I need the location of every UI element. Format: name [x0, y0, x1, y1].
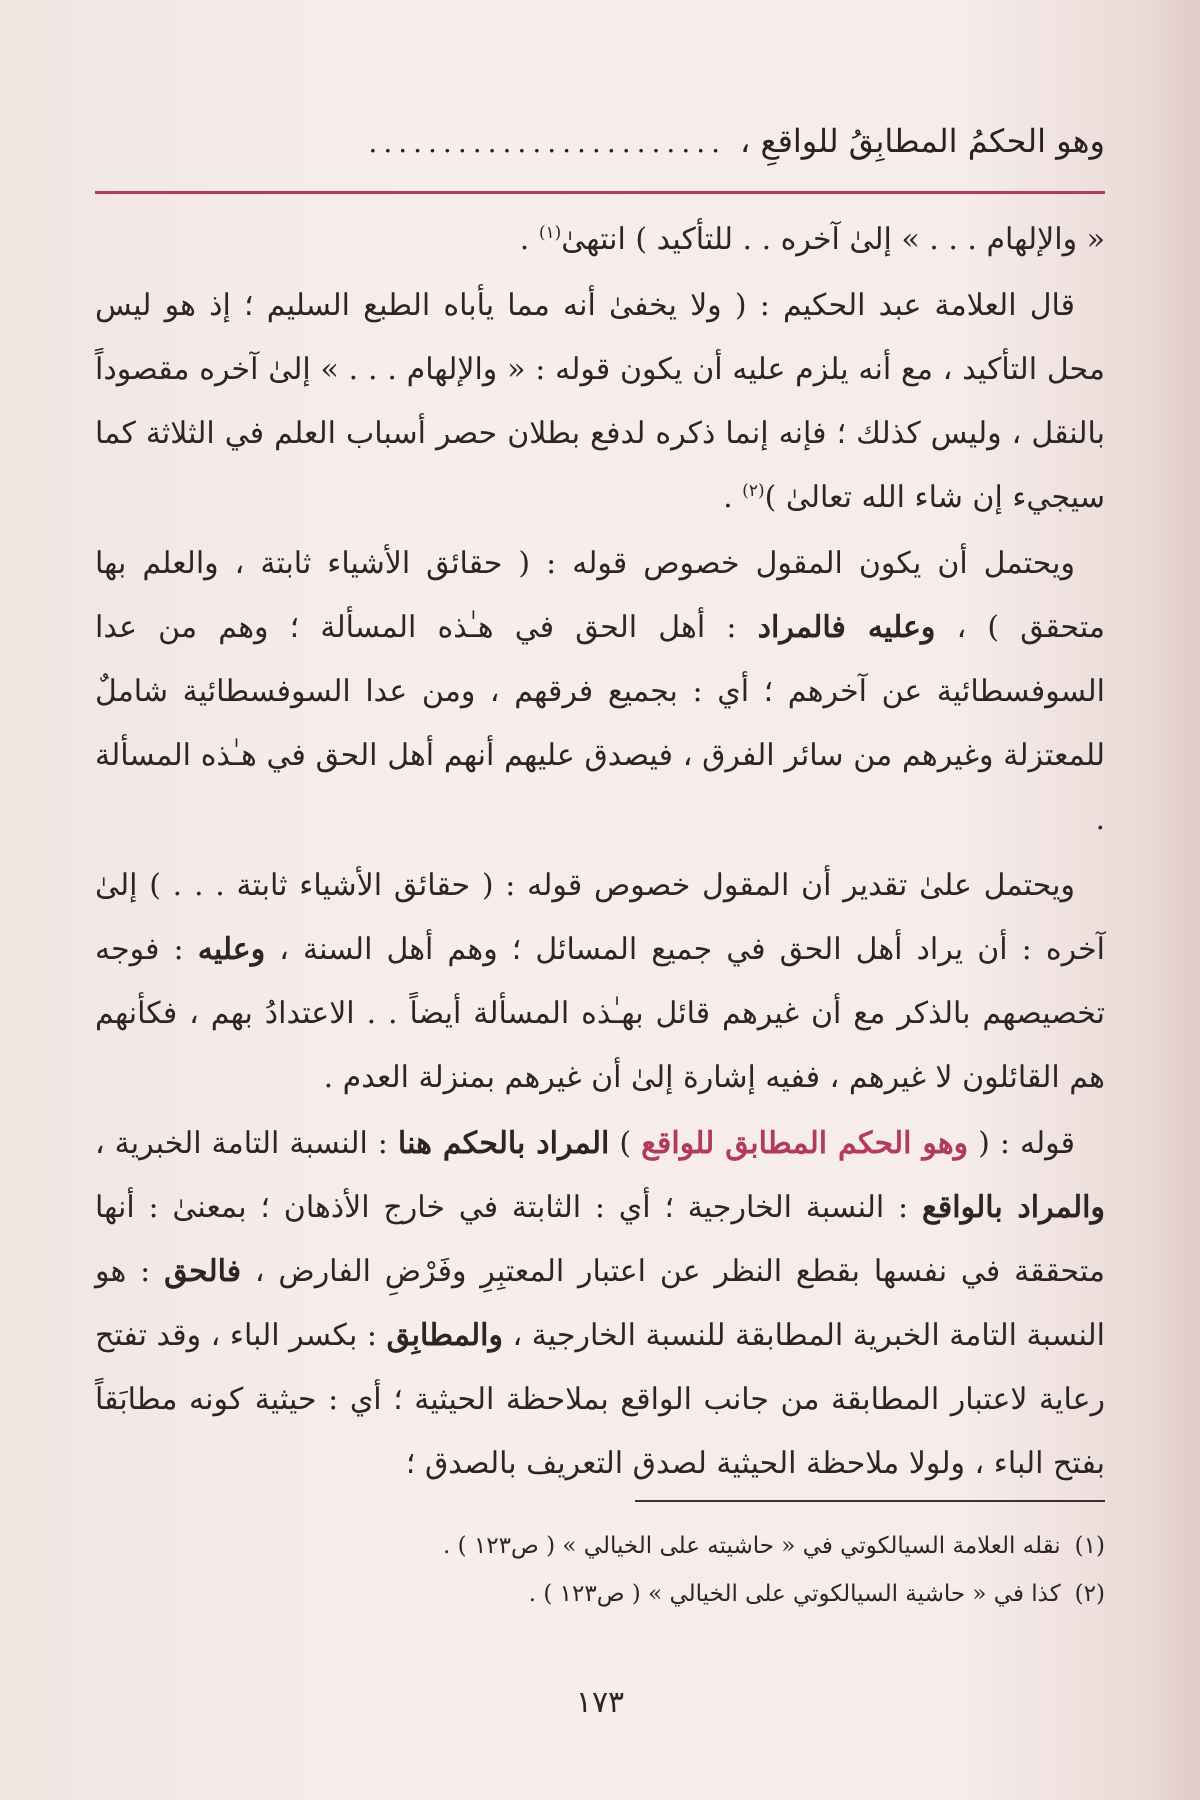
text-run: قوله : (: [968, 1126, 1076, 1161]
running-title: وهو الحكمُ المطابِقُ للواقعِ ،: [740, 121, 1105, 160]
footnote-ref-1: (١): [538, 223, 562, 243]
text-run: ): [609, 1126, 642, 1161]
bold-term: وعليه: [197, 932, 266, 967]
paragraph-text: « والإلهام . . . » إلىٰ آخره . . للتأكيد ) انتهىٰ: [561, 222, 1105, 257]
text-run: : فوجه تخصيصهم بالذكر مع أن غيرهم قائل بهـٰذه المسألة أيضاً . . الاعتدادُ بهم ، فكأنهم هم القائلون لا غيرهم ، ففيه إشارة إلىٰ أن غيرهم بمنزلة العدم .: [95, 932, 1105, 1095]
paragraph-5: [95, 1112, 1105, 1496]
footnote-separator: [635, 1500, 1105, 1502]
quoted-matn: وهو الحكم المطابق للواقع: [641, 1126, 969, 1161]
footnote-text: كذا في « حاشية السيالكوتي على الخيالي » ( ص١٢٣ ) .: [528, 1581, 1061, 1607]
bold-term: وعليه فالمراد: [757, 610, 936, 645]
page-number: ١٧٣: [575, 1685, 625, 1720]
footnote-ref-2: (٢): [742, 481, 765, 501]
text-run: : بكسر الباء ، وقد تفتح رعاية لاعتبار المطابقة من جانب الواقع بملاحظة الحيثية ؛ أي : حيثية كونه مطابَقاً بفتح الباء ، ولولا ملاحظة الحيثية لصدق التعريف بالصدق ؛: [95, 1318, 1105, 1481]
text-run: : النسبة التامة الخبرية ،: [95, 1126, 398, 1161]
paragraph-text: قال العلامة عبد الحكيم : ( ولا يخفىٰ أنه مما يأباه الطبع السليم ؛ إذ هو ليس محل التأكيد ، مع أنه يلزم عليه أن يكون قوله : « والإلهام . . . » إلىٰ آخره مقصوداً بالنقل ، وليس كذلك ؛ فإنه إنما ذكره لدفع بطلان حصر أسباب العلم في الثلاثة كما سيجيء إن شاء الله تعالىٰ ): [95, 288, 1105, 515]
footnote-text: نقله العلامة السيالكوتي في « حاشيته على الخيالي » ( ص١٢٣ ) .: [443, 1533, 1061, 1559]
paragraph-2: [95, 274, 1105, 530]
bold-term: فالحق: [164, 1254, 242, 1289]
footnote-number: (٢): [1074, 1581, 1105, 1607]
paragraph-1: [95, 208, 1105, 272]
leader-dots: ........................: [368, 126, 727, 160]
bold-term: المراد بالحكم هنا: [397, 1126, 610, 1161]
running-header: [95, 100, 1105, 160]
footnote-2: [95, 1570, 1105, 1618]
bold-term: والمطابِق: [386, 1318, 504, 1353]
paragraph-tail: .: [519, 222, 539, 257]
paragraph-3: [95, 532, 1105, 852]
bold-term: والمراد بالواقع: [921, 1190, 1105, 1225]
header-rule: [95, 191, 1105, 194]
paragraph-tail: .: [723, 480, 743, 515]
main-text: [95, 208, 1105, 1498]
text-run: : هو النسبة التامة الخبرية المطابقة للنسبة الخارجية ،: [95, 1254, 1105, 1353]
footnotes: [95, 1522, 1105, 1618]
footnote-1: [95, 1522, 1105, 1570]
paragraph-4: [95, 854, 1105, 1110]
text-run: ويحتمل أن يكون المقول خصوص قوله : ( حقائق الأشياء ثابتة ، والعلم بها متحقق ) ،: [95, 546, 1105, 645]
text-run: ويحتمل علىٰ تقدير أن المقول خصوص قوله : ( حقائق الأشياء ثابتة . . . ) إلىٰ آخره : أن يراد أهل الحق في جميع المسائل ؛ وهم أهل السنة ،: [95, 868, 1105, 967]
text-run: : النسبة الخارجية ؛ أي : الثابتة في خارج الأذهان ؛ بمعنىٰ : أنها متحققة في نفسها بقطع النظر عن اعتبار المعتبِرِ وفَرْضِ الفارض ،: [95, 1190, 1105, 1289]
text-run: : أهل الحق في هـٰذه المسألة ؛ وهم من عدا السوفسطائية عن آخرهم ؛ أي : بجميع فرقهم ، ومن عدا السوفسطائية شاملٌ للمعتزلة وغيرهم من سائر الفرق ، فيصدق عليهم أنهم أهل الحق في هـٰذه المسألة .: [95, 610, 1105, 837]
footnote-number: (١): [1074, 1533, 1105, 1559]
